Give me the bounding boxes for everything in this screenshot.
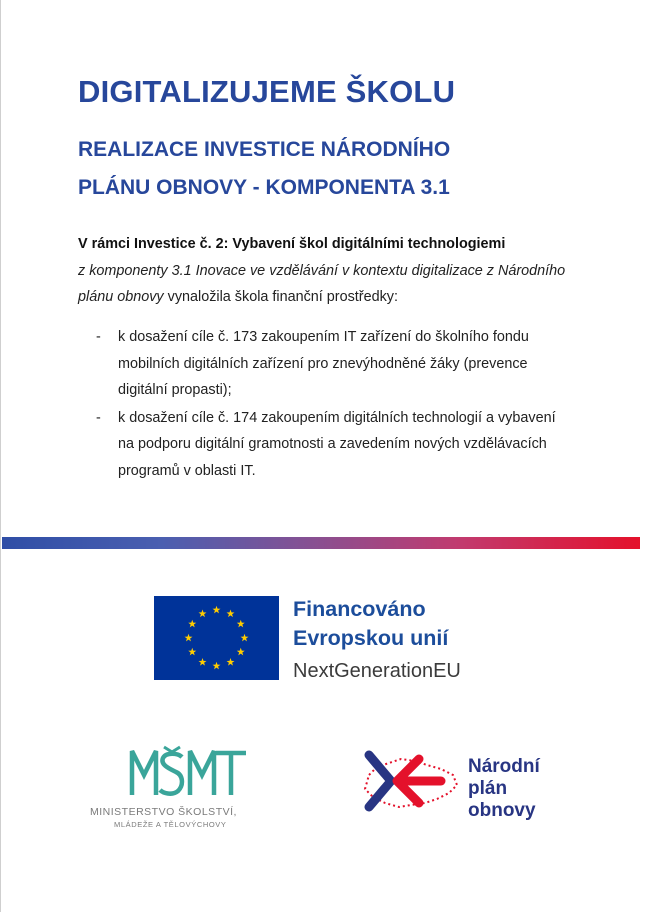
eu-star [237,620,245,628]
eu-funding-text [293,595,461,686]
eu-star [237,648,245,656]
npo-line-1: Národní [468,756,540,777]
list-item [96,324,566,404]
eu-text-line-1: Financováno [293,597,426,621]
list-item [96,405,566,485]
eu-star [188,648,196,656]
eu-flag-icon [154,596,279,680]
eu-star [213,606,221,614]
subtitle-line-2: PLÁNU OBNOVY - KOMPONENTA 3.1 [78,176,450,199]
gradient-divider [2,537,640,549]
npo-title [468,756,540,822]
page-title: DIGITALIZUJEME ŠKOLU [78,74,456,109]
subtitle-line-1: REALIZACE INVESTICE NÁRODNÍHO [78,138,451,161]
eu-star [185,634,193,642]
bullet-dash: - [96,409,101,426]
eu-stars [154,596,279,680]
bullet-text: k dosažení cíle č. 173 zakoupením IT zařízení do školního fondu mobilních digitálních zařízení pro znevýhodněné žáky (prevence digitální propasti); [118,329,529,398]
eu-star [199,610,207,618]
intro-rest: vynaložila škola finanční prostředky: [163,289,398,305]
bullet-dash: - [96,329,101,345]
eu-star [213,662,221,670]
eu-star [188,620,196,628]
eu-text-line-2: Evropskou unií [293,626,449,650]
intro-paragraph [78,231,578,311]
eu-star [227,658,235,666]
goals-list [96,324,566,485]
eu-star [227,610,235,618]
msmt-name-line-1: MINISTERSTVO ŠKOLSTVÍ, [90,806,237,818]
msmt-name-line-2: MLÁDEŽE A TĚLOVÝCHOVY [114,820,227,829]
eu-text-line-3: NextGenerationEU [293,660,461,682]
eu-star [199,658,207,666]
npo-line-3: obnovy [468,800,536,821]
npo-logo-icon [355,745,465,820]
bullet-text: k dosažení cíle č. 174 zakoupením digitálních technologií a vybavení na podporu digitální gramotnosti a zavedením nových vzdělávacích programů v oblasti IT. [118,409,556,479]
page-left-border [0,0,1,912]
npo-line-2: plán [468,778,508,799]
intro-italic: z komponenty 3.1 Inovace ve vzdělávání v kontextu digitalizace z Národního plánu obnovy [78,262,566,305]
intro-lead: V rámci Investice č. 2: Vybavení škol digitálními technologiemi [78,236,506,252]
eu-star [241,634,249,642]
